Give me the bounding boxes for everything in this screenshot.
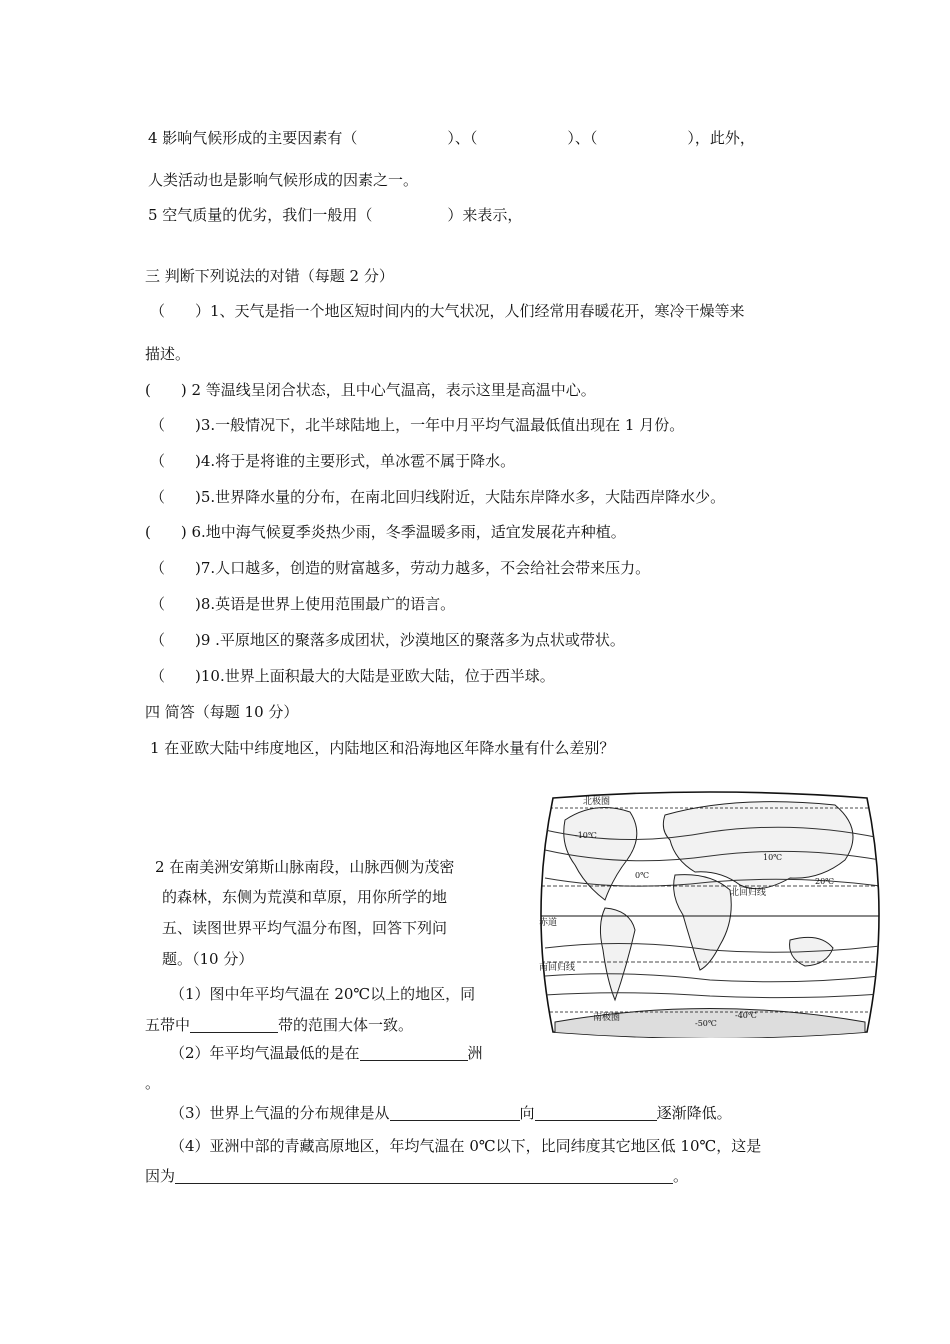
- section-3-title: 三 判断下列说法的对错（每题 2 分）: [145, 267, 394, 285]
- answer-blank-to[interactable]: [535, 1104, 657, 1121]
- answer-blank-from[interactable]: [390, 1104, 520, 1121]
- label-tropic-of-capricorn: 南回归线: [539, 963, 576, 973]
- q5-line: 5 空气质量的优劣，我们一般用（ ）来表示，: [148, 206, 523, 224]
- q5-part-4-prefix: 因为: [145, 1167, 176, 1185]
- world-temperature-map: [535, 790, 885, 1038]
- q5-part-4-line-1: （4）亚洲中部的青藏高原地区，年均气温在 0℃以下，比同纬度其它地区低 10℃，这是: [170, 1137, 762, 1155]
- q5-part-4-suffix: 。: [673, 1167, 689, 1185]
- tf-item-1: （ ）1、天气是指一个地区短时间内的大气状况，人们经常用春暖花开，寒冷干燥等来: [150, 302, 745, 320]
- tf-item-2: ( ) 2 等温线呈闭合状态，且中心气温高，表示这里是高温中心。: [145, 381, 596, 399]
- tf-item-4: （ )4.将于是将谁的主要形式，单冰雹不属于降水。: [150, 452, 516, 470]
- q5-part-3-mid: 向: [519, 1104, 535, 1122]
- q4-line-1: 4 影响气候形成的主要因素有（ ）、（ ）、（ ），此外，: [148, 129, 755, 147]
- isotherm-label-10: 10℃: [763, 853, 783, 862]
- q5-part-2-prefix: （2）年平均气温最低的是在: [170, 1044, 360, 1062]
- label-arctic-circle: 北极圈: [583, 797, 611, 807]
- q5-part-2: [170, 1043, 483, 1063]
- isotherm-label-neg10: -10℃: [575, 831, 597, 840]
- tf-item-9: （ )9 .平原地区的聚落多成团状，沙漠地区的聚落多为点状或带状。: [150, 631, 625, 649]
- short-answer-2-line-2: 的森林，东侧为荒漠和草原，用你所学的地: [162, 888, 448, 906]
- q5-part-3-suffix: 逐渐降低。: [656, 1104, 732, 1122]
- isotherm-label-20: 20℃: [815, 877, 835, 886]
- tf-item-8: （ )8.英语是世界上使用范围最广的语言。: [150, 595, 456, 613]
- tf-item-5: （ )5.世界降水量的分布，在南北回归线附近，大陆东岸降水多，大陆西岸降水少。: [150, 488, 726, 506]
- tf-item-7: （ )7.人口越多，创造的财富越多，劳动力越多，不会给社会带来压力。: [150, 559, 651, 577]
- label-antarctic-circle: 南极圈: [593, 1013, 621, 1023]
- short-answer-2-line-1: 2 在南美洲安第斯山脉南段，山脉西侧为茂密: [155, 858, 455, 876]
- tf-item-10: （ )10.世界上面积最大的大陆是亚欧大陆，位于西半球。: [150, 667, 555, 685]
- q5-part-1-line-2: [145, 1015, 413, 1035]
- tf-item-3: （ )3.一般情况下，北半球陆地上，一年中月平均气温最低值出现在 1 月份。: [150, 416, 685, 434]
- q5-part-2-suffix: 洲: [467, 1044, 483, 1062]
- answer-blank-continent[interactable]: [360, 1044, 468, 1061]
- answer-blank-reason[interactable]: [175, 1167, 673, 1184]
- q5-part-3: [170, 1103, 732, 1123]
- q5-part-1-suffix: 带的范围大体一致。: [278, 1016, 414, 1034]
- short-answer-1: 1 在亚欧大陆中纬度地区，内陆地区和沿海地区年降水量有什么差别？: [150, 739, 615, 757]
- tf-item-1-cont: 描述。: [145, 345, 191, 363]
- q4-line-2: 人类活动也是影响气候形成的因素之一。: [148, 171, 419, 189]
- isotherm-label-neg50: -50℃: [695, 1019, 717, 1028]
- answer-blank-zone[interactable]: [190, 1016, 278, 1033]
- section-5-intro-2: 题。（10 分）: [162, 950, 254, 968]
- q5-part-1-prefix: 五带中: [145, 1016, 191, 1034]
- q5-part-1-line-1: （1）图中年平均气温在 20℃以上的地区，同: [170, 985, 476, 1003]
- section-5-intro-1: 五、读图世界平均气温分布图，回答下列问: [162, 919, 448, 937]
- q5-part-2-tail: 。: [145, 1074, 161, 1092]
- q5-part-3-prefix: （3）世界上气温的分布规律是从: [170, 1104, 390, 1122]
- label-tropic-of-cancer: 北回归线: [730, 888, 767, 898]
- q5-part-4-line-2: [145, 1166, 688, 1186]
- label-equator: 赤道: [539, 918, 558, 928]
- section-4-title: 四 简答（每题 10 分）: [145, 703, 299, 721]
- tf-item-6: ( ) 6.地中海气候夏季炎热少雨，冬季温暖多雨，适宜发展花卉种植。: [145, 523, 626, 541]
- isotherm-label-neg40: -40℃: [735, 1011, 757, 1020]
- isotherm-label-0: 0℃: [635, 871, 650, 880]
